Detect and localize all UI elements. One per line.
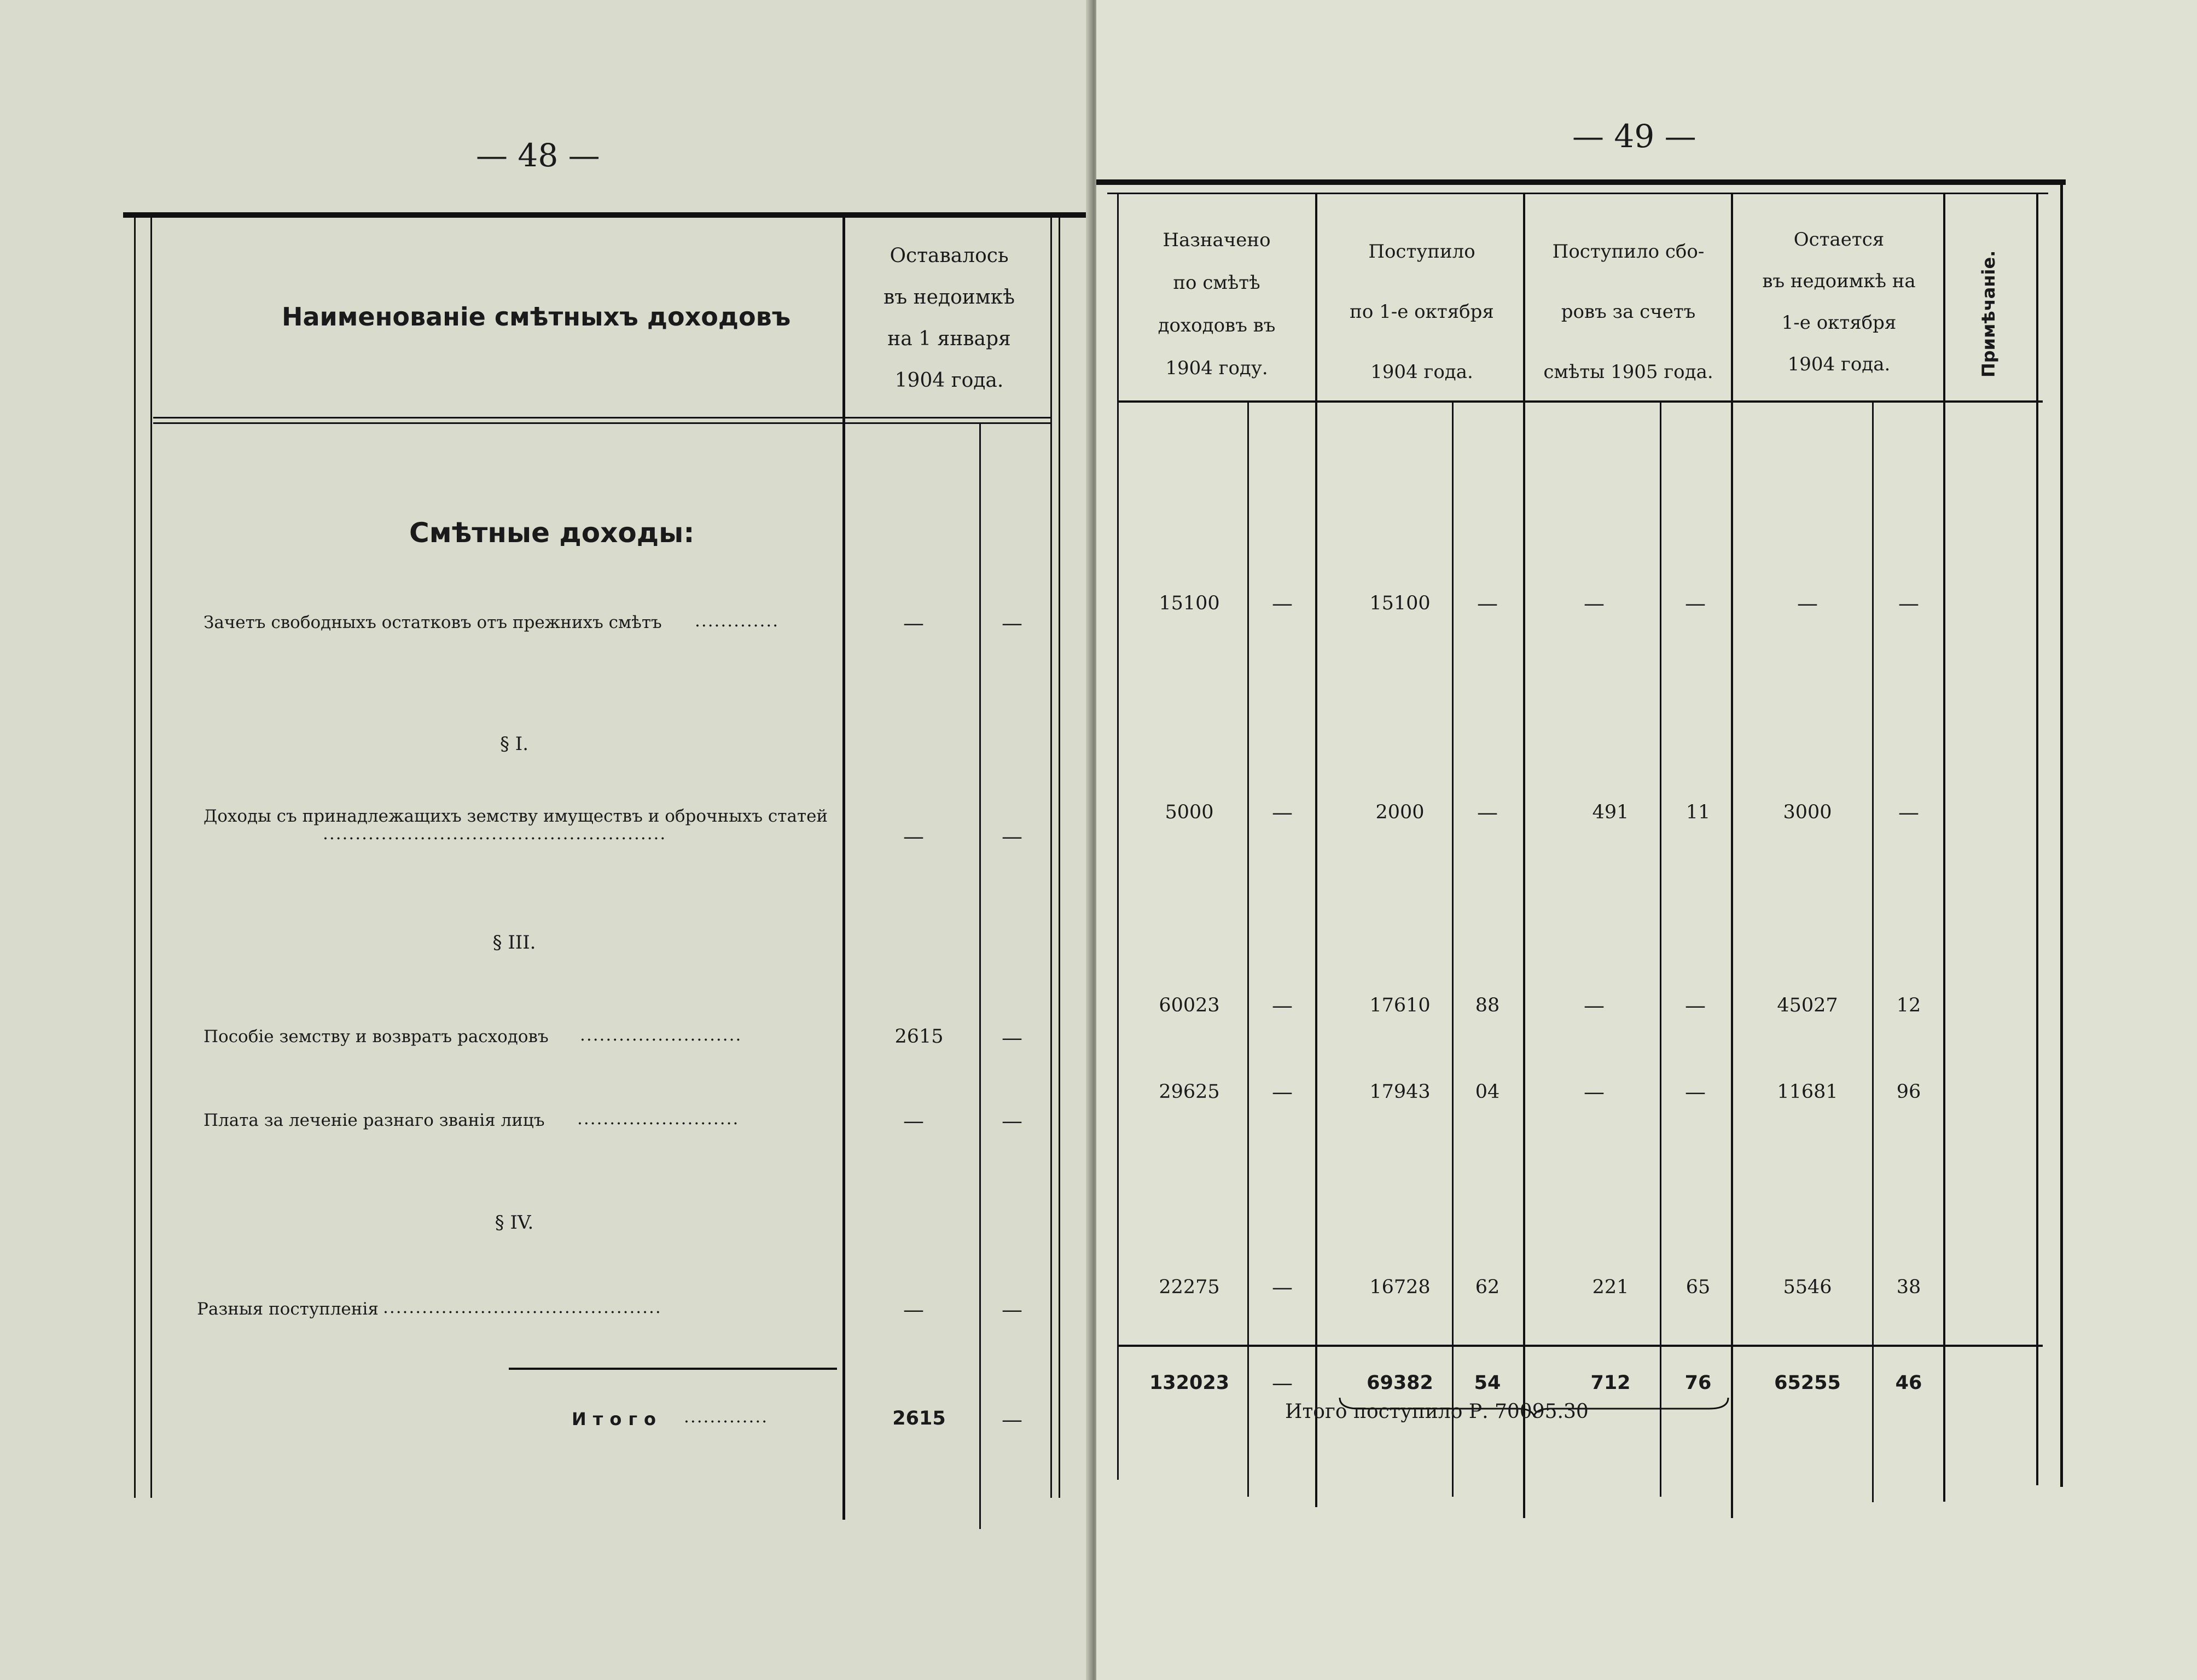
total-rub: 2615	[892, 1408, 946, 1429]
kop-cell: —	[1002, 611, 1022, 635]
col-rule	[1523, 194, 1525, 1518]
left-border	[134, 218, 136, 1498]
row-label: Плата за леченіе разнаго званія лицъ	[204, 1111, 545, 1130]
total-kop: —	[1002, 1408, 1022, 1432]
rub-cell: —	[903, 611, 924, 635]
total-rule	[509, 1368, 837, 1370]
header-rule	[153, 417, 1050, 418]
rub-cell: 2615	[894, 1026, 944, 1048]
row-label: Разныя поступленія	[197, 1299, 379, 1319]
row-label: Пособіе земству и возвратъ расходовъ	[204, 1027, 549, 1047]
right-border	[2036, 194, 2038, 1485]
rub-cell: —	[903, 824, 924, 848]
kop-rule-assigned	[1247, 403, 1249, 1497]
grand-total: Итого поступило Р. 70095.30	[1285, 1400, 1589, 1423]
kop-cell: —	[1002, 1298, 1022, 1322]
kopeck-rule	[979, 424, 981, 1529]
left-page: — 48 — Наименованіе смѣтныхъ доходовъ Оставалось въ недоимкѣ на 1 января 1904 года. Смѣтные доходы: Зачетъ свободныхъ остатковъ отъ прежнихъ смѣтъ ............. — — § I. Доходы съ принадлежащихъ земству имуществъ и оброчныхъ статей ..................................................... — — § III. Пособіе земству и возвратъ расходовъ ......................... 2615 — Плата за леченіе разнаго званія лицъ ......................... — — § IV. Разныя поступленія ........................................... — — Итого ............. 2615 —	[0, 0, 1090, 1680]
collected-header: Поступило сбо- ровъ за счетъ смѣты 1905 года.	[1543, 241, 1713, 383]
col-rule	[1731, 194, 1733, 1518]
column-rule	[842, 218, 845, 1520]
received-header: Поступило по 1-е октября 1904 года.	[1350, 241, 1494, 383]
section-title: Смѣтные доходы:	[409, 517, 695, 549]
total-rule	[1118, 1345, 2043, 1347]
assigned-header: Назначено по смѣтѣ доходовъ въ 1904 году.	[1158, 229, 1276, 379]
kop-cell: —	[1002, 1026, 1022, 1050]
note-header: Примѣчаніе.	[1978, 250, 1999, 377]
section-heading: § III.	[492, 932, 536, 954]
remaining-header: Оставалось въ недоимкѣ на 1 января 1904 года.	[884, 245, 1015, 392]
name-column-header: Наименованіе смѣтныхъ доходовъ	[282, 302, 791, 332]
kop-rule-remains	[1872, 403, 1874, 1502]
col-rule	[1943, 194, 1945, 1502]
right-page: — 49 — Назначено по смѣтѣ доходовъ въ 1904 году. Поступило по 1-е октября 1904 года. Поступило сбо- ровъ за счетъ смѣты 1905 года. Остается въ недоимкѣ на 1-е октября 1904 года. Примѣчаніе. 15100 — 15100 — — — — — 5000 — 2000 — 491 11 3000 — 60023 — 17610 88 — — 45027 12 29625 — 17943 04 — — 11681 96 22275 — 16728 62 221 65 5546 38 132023 — 69382 54 712 76 65255 46 Итого поступило Р. 70095.30	[1096, 0, 2197, 1680]
rub-cell: —	[903, 1298, 924, 1322]
row-label: Доходы съ принадлежащихъ земству имуществъ и оброчныхъ статей	[204, 806, 828, 826]
row-label: Зачетъ свободныхъ остатковъ отъ прежнихъ смѣтъ	[204, 613, 662, 632]
kop-cell: —	[1002, 824, 1022, 848]
kop-rule-collected	[1660, 403, 1661, 1497]
section-heading: § I.	[499, 733, 529, 755]
top-rule	[1096, 179, 2066, 185]
top-rule	[123, 212, 1089, 218]
left-border	[1117, 194, 1119, 1480]
col-rule	[1315, 194, 1317, 1507]
section-heading: § IV.	[495, 1212, 534, 1234]
page-number-left: — 48 —	[476, 137, 600, 174]
remains-header: Остается въ недоимкѣ на 1-е октября 1904 года.	[1762, 229, 1916, 375]
kop-cell: —	[1002, 1109, 1022, 1133]
page-number-right: — 49 —	[1572, 118, 1696, 155]
right-border	[1059, 218, 1060, 1498]
total-label: Итого	[572, 1409, 663, 1429]
rub-cell: —	[903, 1109, 924, 1133]
kop-rule-received	[1452, 403, 1454, 1497]
